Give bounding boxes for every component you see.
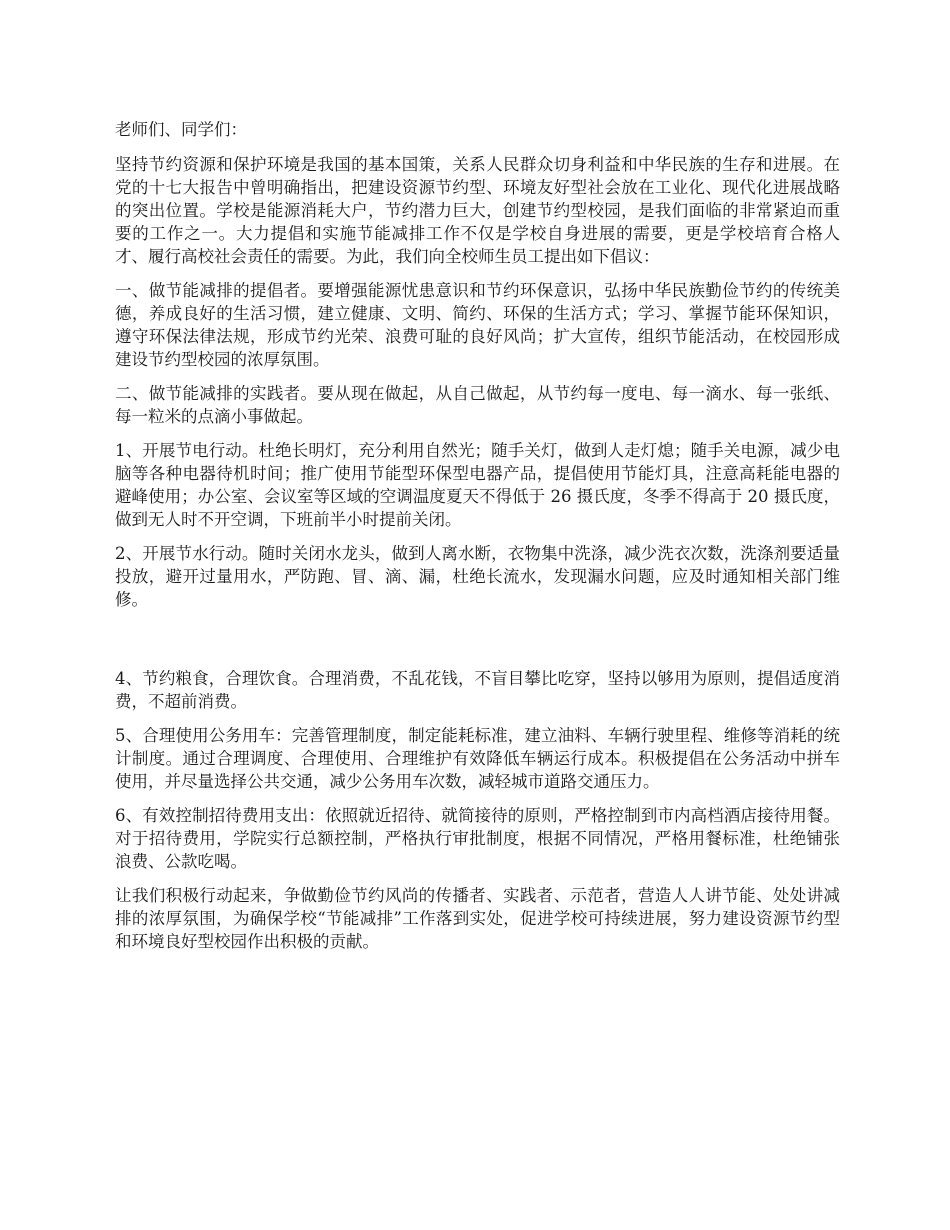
closing-paragraph: 让我们积极行动起来，争做勤俭节约风尚的传播者、实践者、示范者，营造人人讲节能、处处讲减排的浓厚氛围，为确保学校“节能减排”工作落到实处，促进学校可持续进展，努力建设资源节约型和环境良好型校园作出积极的贡献。 (115, 886, 840, 951)
action-item-2: 2、开展节水行动。随时关闭水龙头，做到人离水断，衣物集中洗涤，减少洗衣次数，洗涤剂要适量投放，避开过量用水，严防跑、冒、滴、漏，杜绝长流水，发现漏水问题，应及时通知相关部门维修。 (115, 544, 840, 609)
intro-paragraph: 坚持节约资源和保护环境是我国的基本国策，关系人民群众切身利益和中华民族的生存和进展。在党的十七大报告中曾明确指出，把建设资源节约型、环境友好型社会放在工业化、现代化进展战略的突出位置。学校是能源消耗大户，节约潜力巨大，创建节约型校园，是我们面临的非常紧迫而重要的工作之一。大力提倡和实施节能减排工作不仅是学校自身进展的需要，更是学校培育合格人才、履行高校社会责任的需要。为此，我们向全校师生员工提出如下倡议： (115, 155, 840, 266)
proposal-point-2: 二、做节能减排的实践者。要从现在做起，从自己做起，从节约每一度电、每一滴水、每一张纸、每一粒米的点滴小事做起。 (115, 384, 840, 426)
action-item-1: 1、开展节电行动。杜绝长明灯，充分利用自然光；随手关灯，做到人走灯熄；随手关电源，减少电脑等各种电器待机时间；推广使用节能型环保型电器产品，提倡使用节能灯具，注意高耗能电器的避峰使用；办公室、会议室等区域的空调温度夏天不得低于 26 摄氏度，冬季不得高于 20 摄氏度，做到无人时不开空调，下班前半小时提前关闭。 (115, 441, 840, 529)
action-item-5: 5、合理使用公务用车：完善管理制度，制定能耗标准，建立油料、车辆行驶里程、维修等消耗的统计制度。通过合理调度、合理使用、合理维护有效降低车辆运行成本。积极提倡在公务活动中拼车使用，并尽量选择公共交通，减少公务用车次数，减轻城市道路交通压力。 (115, 726, 840, 791)
action-item-4: 4、节约粮食，合理饮食。合理消费，不乱花钱，不盲目攀比吃穿，坚持以够用为原则，提倡适度消费，不超前消费。 (115, 669, 840, 711)
greeting: 老师们、同学们： (115, 120, 247, 139)
blank-gap (115, 622, 840, 667)
action-item-6: 6、有效控制招待费用支出：依照就近招待、就简接待的原则，严格控制到市内高档酒店接待用餐。对于招待费用，学院实行总额控制，严格执行审批制度，根据不同情况，严格用餐标准，杜绝铺张浪费、公款吃喝。 (115, 806, 840, 871)
proposal-point-1: 一、做节能减排的提倡者。要增强能源忧患意识和节约环保意识，弘扬中华民族勤俭节约的传统美德，养成良好的生活习惯，建立健康、文明、简约、环保的生活方式；学习、掌握节能环保知识，遵守环保法律法规，形成节约光荣、浪费可耻的良好风尚；扩大宣传，组织节能活动，在校园形成建设节约型校园的浓厚氛围。 (115, 281, 840, 369)
document-body (115, 118, 840, 964)
